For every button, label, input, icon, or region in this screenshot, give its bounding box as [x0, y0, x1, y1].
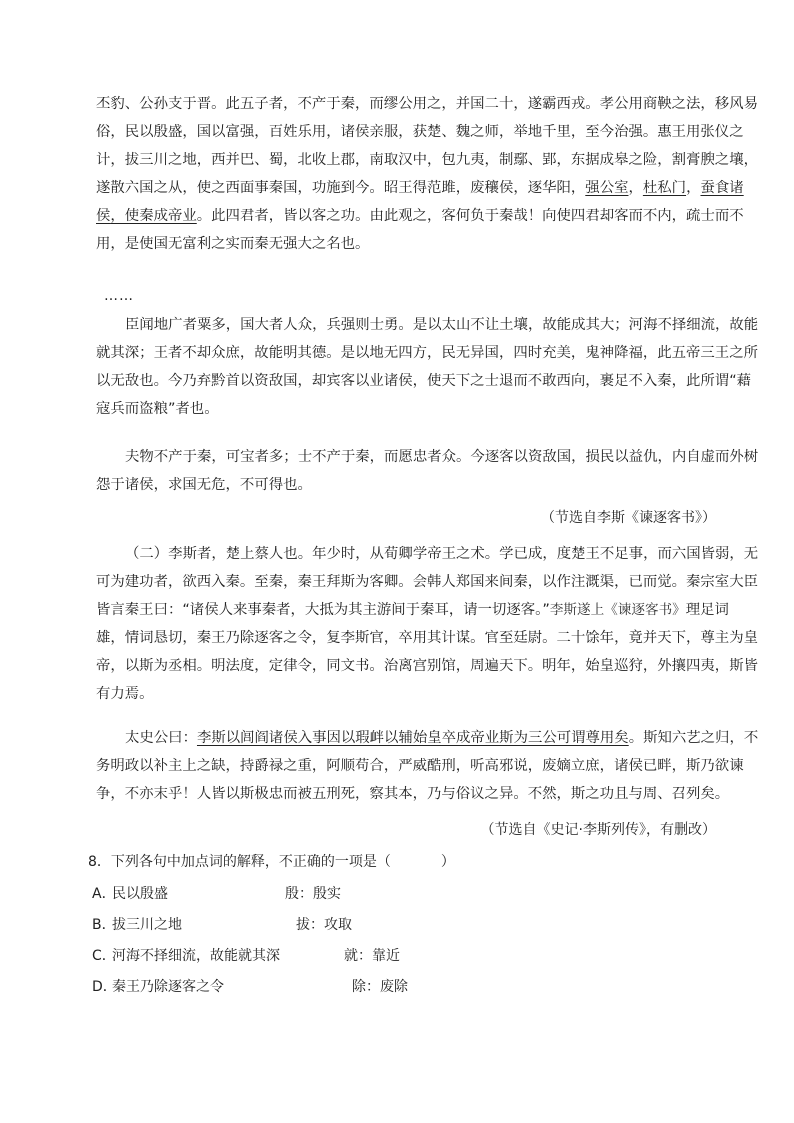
passage1-source: （节选自李斯《谏逐客书》） — [541, 510, 716, 526]
underlined-phrase: 侯 — [96, 208, 111, 225]
text-fragment: 。斯知六艺之归，不 — [628, 730, 759, 746]
option-gloss: 殷：殷实 — [285, 886, 341, 902]
text-line: （二）李斯者，楚上蔡人也。年少时，从荀卿学帝王之术。学已成，度楚王不足事，而六国皆弱，无 — [125, 546, 759, 562]
text-line: 臣闻地广者粟多，国大者人众，兵强则士勇。是以太山不让土壤，故能成其大；河海不择细流，故能 — [125, 317, 759, 333]
text-line: 争，不亦末乎！人皆以斯极忠而被五刑死，察其本，乃与俗议之异。不然，斯之功且与周、召列矣。 — [96, 786, 730, 803]
option-gloss: 就：靠近 — [344, 948, 400, 964]
passage2-source: （节选自《史记·李斯列传》，有删改） — [480, 822, 716, 838]
text-fragment: 皆言秦王曰：“诸侯人来事秦者，大抵为其主游间于秦耳，请一切逐客。” — [96, 602, 550, 619]
text-line: 寇兵而盗粮”者也。 — [96, 401, 219, 418]
text-line: 丕豹、公孙支于晋。此五子者，不产于秦，而缪公用之，并国二十，遂霸西戎。孝公用商鞅之法，移风易 — [96, 96, 758, 112]
underlined-phrase: 蚕食诸 — [700, 180, 744, 197]
option-letter: B． — [92, 917, 116, 933]
text-line: 计，拔三川之地，西并巴、蜀，北收上郡，南取汉中，包九夷，制鄢、郢，东据成皋之险，割膏腴之壤， — [96, 152, 758, 169]
passage2-paragraph-2 — [96, 724, 759, 808]
underlined-phrase: ，使秦成帝业 — [110, 208, 197, 225]
ellipsis: …… — [104, 288, 134, 304]
underlined-phrase: 杜私门 — [642, 180, 687, 197]
text-line — [96, 202, 744, 230]
option-letter: D． — [92, 979, 117, 995]
option-letter: C． — [92, 948, 116, 964]
text-line: 怨于诸侯，求国无危，不可得也。 — [96, 477, 312, 494]
text-line: 务明政以补主上之缺，持爵禄之重，阿顺苟合，严威酷刑，听高邪说，废嫡立庶，诸侯已畔，斯乃欲谏 — [96, 758, 744, 775]
text-line: 帝，以斯为丞相。明法度，定律令，同文书。治离宫别馆，周遍天下。明年，始皇巡狩，外攘四夷，斯皆 — [96, 658, 758, 675]
text-line: 可为建功者，欲西入秦。至秦，秦王拜斯为客卿。会韩人郑国来间秦，以作注溉渠，已而觉。秦宗室大臣 — [96, 574, 758, 591]
passage1-paragraph-3 — [96, 443, 759, 499]
text-line: 俗，民以殷盛，国以富强，百姓乐用，诸侯亲服，获楚、魏之师，举地千里，至今治强。惠王用张仪之 — [96, 124, 744, 141]
question-stem — [88, 852, 455, 872]
option-sentence: 秦王乃除逐客之令 — [112, 979, 224, 995]
question-text: 8．下列各句中加点词的解释，不正确的一项是（ — [88, 854, 391, 870]
text-fragment: 遂散六国之从，使之西面事秦国，功施到今。昭王得范雎，废穰侯，逐华阳， — [96, 180, 586, 197]
text-fragment: ， — [628, 180, 643, 197]
option-letter: A． — [92, 886, 116, 902]
underlined-sentence: 李斯以闾阎诸侯入事因以瑕衅以辅始皇卒成帝业斯为三公可谓尊用矣 — [196, 730, 629, 746]
passage1-paragraph-1 — [96, 90, 758, 259]
option-sentence: 河海不择细流，故能就其深 — [112, 948, 280, 964]
question-text-end: ） — [440, 854, 455, 870]
text-fragment: 。此四君者，皆以客之功。由此观之，客何负于秦哉！向使四君却客而不内，疏士而不 — [196, 208, 744, 225]
option-gloss: 拔：攻取 — [296, 917, 352, 933]
text-line — [96, 724, 759, 752]
option-sentence: 拔三川之地 — [112, 917, 182, 933]
text-line: 有力焉。 — [96, 686, 154, 703]
text-line: 就其深；王者不却众庶，故能明其德。是以地无四方，民无异国，四时充美，鬼神降福，此五帝三王之所 — [96, 345, 758, 362]
underlined-phrase: 强公室 — [585, 180, 629, 197]
passage1-paragraph-2 — [96, 311, 759, 423]
text-fragment: 理足词 — [685, 602, 729, 619]
text-line: 夫物不产于秦，可宝者多；士不产于秦，而愿忠者众。今逐客以资敌国，损民以益仇，内自虚而外树 — [125, 449, 759, 465]
text-line: 以无敌也。今乃弃黔首以资敌国，却宾客以业诸侯，使天下之士退而不敢西向，裹足不入秦，此所谓“藉 — [96, 373, 752, 390]
option-gloss: 除：废除 — [352, 979, 408, 995]
option-sentence: 民以殷盛 — [112, 886, 168, 902]
text-line — [96, 596, 729, 624]
text-line: 雄，情词恳切，秦王乃除逐客之令，复李斯官，卒用其计谋。官至廷尉。二十馀年，竟并天下，尊主为皇 — [96, 630, 758, 647]
text-line — [96, 174, 744, 202]
text-fragment: 太史公曰： — [125, 730, 197, 746]
text-line: 用，是使国无富利之实而秦无强大之名也。 — [96, 236, 370, 253]
text-fragment: ， — [686, 180, 701, 197]
inline-note: 李斯遂上《谏逐客书》 — [549, 602, 686, 619]
passage2-paragraph-1 — [96, 540, 759, 709]
